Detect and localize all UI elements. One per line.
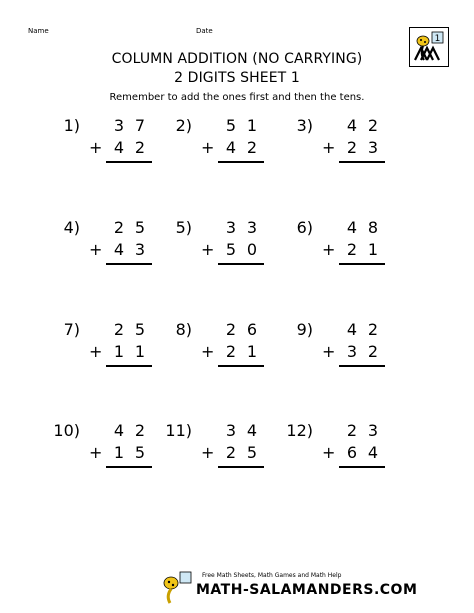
- date-label: Date: [196, 27, 213, 35]
- footer-brand[interactable]: MATH-SALAMANDERS.COM: [196, 582, 418, 598]
- plus-sign: +: [201, 443, 215, 462]
- problem-7: [42, 320, 152, 370]
- problem-5: [154, 218, 264, 268]
- footer-salamander-icon: [160, 570, 196, 606]
- top-digit-tens: 2: [113, 218, 125, 237]
- bottom-digit-ones: 0: [246, 240, 258, 259]
- bottom-digit-tens: 2: [225, 443, 237, 462]
- bottom-digit-tens: 3: [346, 342, 358, 361]
- top-digit-ones: 3: [367, 421, 379, 440]
- bottom-digit-ones: 2: [367, 342, 379, 361]
- problem-number: 8): [175, 320, 192, 339]
- problem-number: 9): [296, 320, 313, 339]
- problem-number: 2): [175, 116, 192, 135]
- answer-line: [339, 263, 385, 265]
- plus-sign: +: [201, 342, 215, 361]
- top-digit-tens: 4: [346, 116, 358, 135]
- top-digit-ones: 2: [367, 320, 379, 339]
- answer-line: [339, 466, 385, 468]
- bottom-digit-tens: 4: [113, 240, 125, 259]
- plus-sign: +: [201, 240, 215, 259]
- plus-sign: +: [322, 443, 336, 462]
- bottom-digit-ones: 5: [246, 443, 258, 462]
- problem-10: [42, 421, 152, 471]
- answer-line: [339, 161, 385, 163]
- answer-line: [218, 161, 264, 163]
- bottom-digit-ones: 3: [367, 138, 379, 157]
- top-digit-ones: 1: [246, 116, 258, 135]
- bottom-digit-tens: 2: [346, 138, 358, 157]
- problem-number: 5): [175, 218, 192, 237]
- bottom-digit-ones: 3: [134, 240, 146, 259]
- plus-sign: +: [89, 138, 103, 157]
- answer-line: [106, 263, 152, 265]
- top-digit-tens: 4: [346, 218, 358, 237]
- answer-line: [106, 466, 152, 468]
- worksheet-title: COLUMN ADDITION (NO CARRYING): [111, 51, 363, 67]
- problem-number: 7): [63, 320, 80, 339]
- top-digit-ones: 5: [134, 320, 146, 339]
- bottom-digit-tens: 2: [346, 240, 358, 259]
- problem-number: 11): [165, 421, 192, 440]
- plus-sign: +: [322, 138, 336, 157]
- bottom-digit-tens: 6: [346, 443, 358, 462]
- bottom-digit-ones: 2: [134, 138, 146, 157]
- top-digit-ones: 4: [246, 421, 258, 440]
- plus-sign: +: [322, 342, 336, 361]
- bottom-digit-ones: 4: [367, 443, 379, 462]
- plus-sign: +: [89, 443, 103, 462]
- problem-number: 4): [63, 218, 80, 237]
- bottom-digit-ones: 2: [246, 138, 258, 157]
- problem-3: [275, 116, 385, 166]
- top-digit-tens: 4: [346, 320, 358, 339]
- bottom-digit-tens: 2: [225, 342, 237, 361]
- footer-tagline: Free Math Sheets, Math Games and Math Help: [202, 572, 342, 579]
- plus-sign: +: [89, 240, 103, 259]
- problem-9: [275, 320, 385, 370]
- problem-number: 6): [296, 218, 313, 237]
- answer-line: [218, 365, 264, 367]
- answer-line: [106, 365, 152, 367]
- answer-line: [106, 161, 152, 163]
- plus-sign: +: [201, 138, 215, 157]
- logo-digit: 1: [434, 34, 441, 44]
- top-digit-ones: 5: [134, 218, 146, 237]
- bottom-digit-ones: 5: [134, 443, 146, 462]
- problem-11: [154, 421, 264, 471]
- worksheet-subtitle: 2 DIGITS SHEET 1: [174, 70, 300, 86]
- top-digit-tens: 3: [225, 421, 237, 440]
- bottom-digit-ones: 1: [246, 342, 258, 361]
- top-digit-tens: 2: [225, 320, 237, 339]
- top-digit-tens: 4: [113, 421, 125, 440]
- problem-number: 1): [63, 116, 80, 135]
- answer-line: [218, 466, 264, 468]
- footer-salamander-graphic: [160, 570, 196, 606]
- top-digit-ones: 2: [134, 421, 146, 440]
- problem-6: [275, 218, 385, 268]
- top-digit-ones: 3: [246, 218, 258, 237]
- problem-4: [42, 218, 152, 268]
- top-digit-tens: 2: [346, 421, 358, 440]
- answer-line: [339, 365, 385, 367]
- problem-2: [154, 116, 264, 166]
- bottom-digit-tens: 1: [113, 342, 125, 361]
- top-digit-tens: 3: [225, 218, 237, 237]
- answer-line: [218, 263, 264, 265]
- top-digit-ones: 7: [134, 116, 146, 135]
- bottom-digit-ones: 1: [367, 240, 379, 259]
- top-digit-ones: 6: [246, 320, 258, 339]
- problem-number: 10): [53, 421, 80, 440]
- problem-number: 12): [286, 421, 313, 440]
- bottom-digit-tens: 1: [113, 443, 125, 462]
- top-digit-tens: 3: [113, 116, 125, 135]
- bottom-digit-ones: 1: [134, 342, 146, 361]
- plus-sign: +: [322, 240, 336, 259]
- top-digit-ones: 2: [367, 116, 379, 135]
- bottom-digit-tens: 4: [225, 138, 237, 157]
- name-label: Name: [28, 27, 49, 35]
- top-digit-tens: 5: [225, 116, 237, 135]
- problem-8: [154, 320, 264, 370]
- problem-number: 3): [296, 116, 313, 135]
- problem-12: [275, 421, 385, 471]
- top-digit-tens: 2: [113, 320, 125, 339]
- bottom-digit-tens: 5: [225, 240, 237, 259]
- problem-1: [42, 116, 152, 166]
- bottom-digit-tens: 4: [113, 138, 125, 157]
- instructions: Remember to add the ones first and then the tens.: [109, 92, 365, 103]
- top-digit-ones: 8: [367, 218, 379, 237]
- plus-sign: +: [89, 342, 103, 361]
